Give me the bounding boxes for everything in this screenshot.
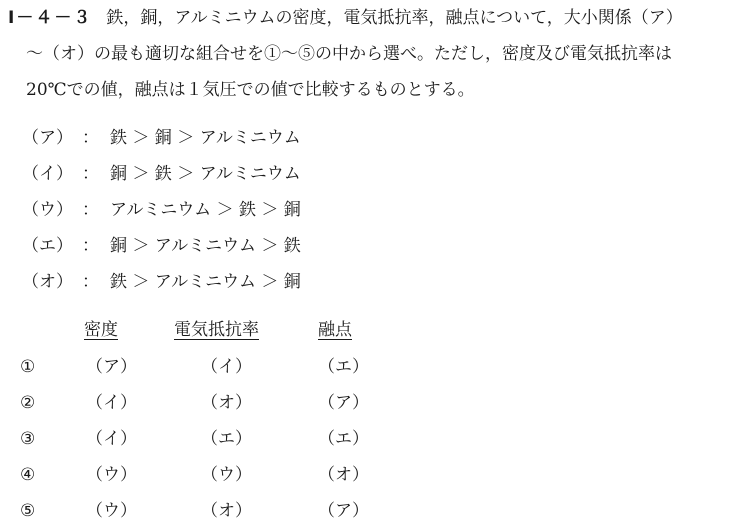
ordering-colon: ： xyxy=(82,200,99,220)
ordering-label: （イ） xyxy=(22,164,73,184)
ordering-text: 鉄 ＞ 銅 ＞ アルミニウム xyxy=(110,128,301,148)
melting-cell: （ア） xyxy=(318,501,369,521)
question-text-1: 鉄，銅，アルミニウムの密度，電気抵抗率，融点について，大小関係（ア） xyxy=(106,8,683,28)
choice-number: ④ xyxy=(20,465,36,485)
ordering-label: （ウ） xyxy=(22,200,73,220)
density-cell: （イ） xyxy=(86,429,137,449)
density-cell: （イ） xyxy=(86,393,137,413)
ordering-item-a xyxy=(22,128,301,148)
header-resistivity: 電気抵抗率 xyxy=(174,320,259,340)
header-melting-point: 融点 xyxy=(318,320,352,340)
answer-choice-3[interactable] xyxy=(0,428,753,450)
choice-number: ① xyxy=(20,357,36,377)
question-number: Ⅰ－４－３ xyxy=(8,8,93,28)
resistivity-cell: （オ） xyxy=(201,501,252,521)
ordering-colon: ： xyxy=(82,236,99,256)
ordering-text: 銅 ＞ 鉄 ＞ アルミニウム xyxy=(110,164,301,184)
ordering-label: （エ） xyxy=(22,236,73,256)
question-line-3: 20℃での値，融点は１気圧での値で比較するものとする。 xyxy=(26,80,475,100)
answer-choice-1[interactable] xyxy=(0,356,753,378)
melting-cell: （エ） xyxy=(318,357,369,377)
answer-choice-2[interactable] xyxy=(0,392,753,414)
density-cell: （ウ） xyxy=(86,501,137,521)
ordering-colon: ： xyxy=(82,164,99,184)
melting-cell: （オ） xyxy=(318,465,369,485)
ordering-colon: ： xyxy=(82,128,99,148)
density-cell: （ア） xyxy=(86,357,137,377)
ordering-item-u xyxy=(22,200,301,220)
answer-choice-4[interactable] xyxy=(0,464,753,486)
ordering-item-e xyxy=(22,236,301,256)
ordering-label: （オ） xyxy=(22,272,73,292)
ordering-text: アルミニウム ＞ 鉄 ＞ 銅 xyxy=(110,200,301,220)
resistivity-cell: （イ） xyxy=(201,357,252,377)
resistivity-cell: （エ） xyxy=(201,429,252,449)
density-cell: （ウ） xyxy=(86,465,137,485)
ordering-colon: ： xyxy=(82,272,99,292)
resistivity-cell: （ウ） xyxy=(201,465,252,485)
choice-number: ② xyxy=(20,393,36,413)
question-line-1 xyxy=(8,8,683,28)
ordering-item-i xyxy=(22,164,301,184)
ordering-item-o xyxy=(22,272,301,292)
melting-cell: （エ） xyxy=(318,429,369,449)
melting-cell: （ア） xyxy=(318,393,369,413)
header-density: 密度 xyxy=(84,320,118,340)
choice-number: ③ xyxy=(20,429,36,449)
ordering-text: 銅 ＞ アルミニウム ＞ 鉄 xyxy=(110,236,301,256)
choice-number: ⑤ xyxy=(20,501,36,521)
ordering-text: 鉄 ＞ アルミニウム ＞ 銅 xyxy=(110,272,301,292)
question-line-2: ～（オ）の最も適切な組合せを①～⑤の中から選べ。ただし，密度及び電気抵抗率は xyxy=(26,44,672,64)
resistivity-cell: （オ） xyxy=(201,393,252,413)
ordering-label: （ア） xyxy=(22,128,73,148)
answer-choice-5[interactable] xyxy=(0,500,753,522)
